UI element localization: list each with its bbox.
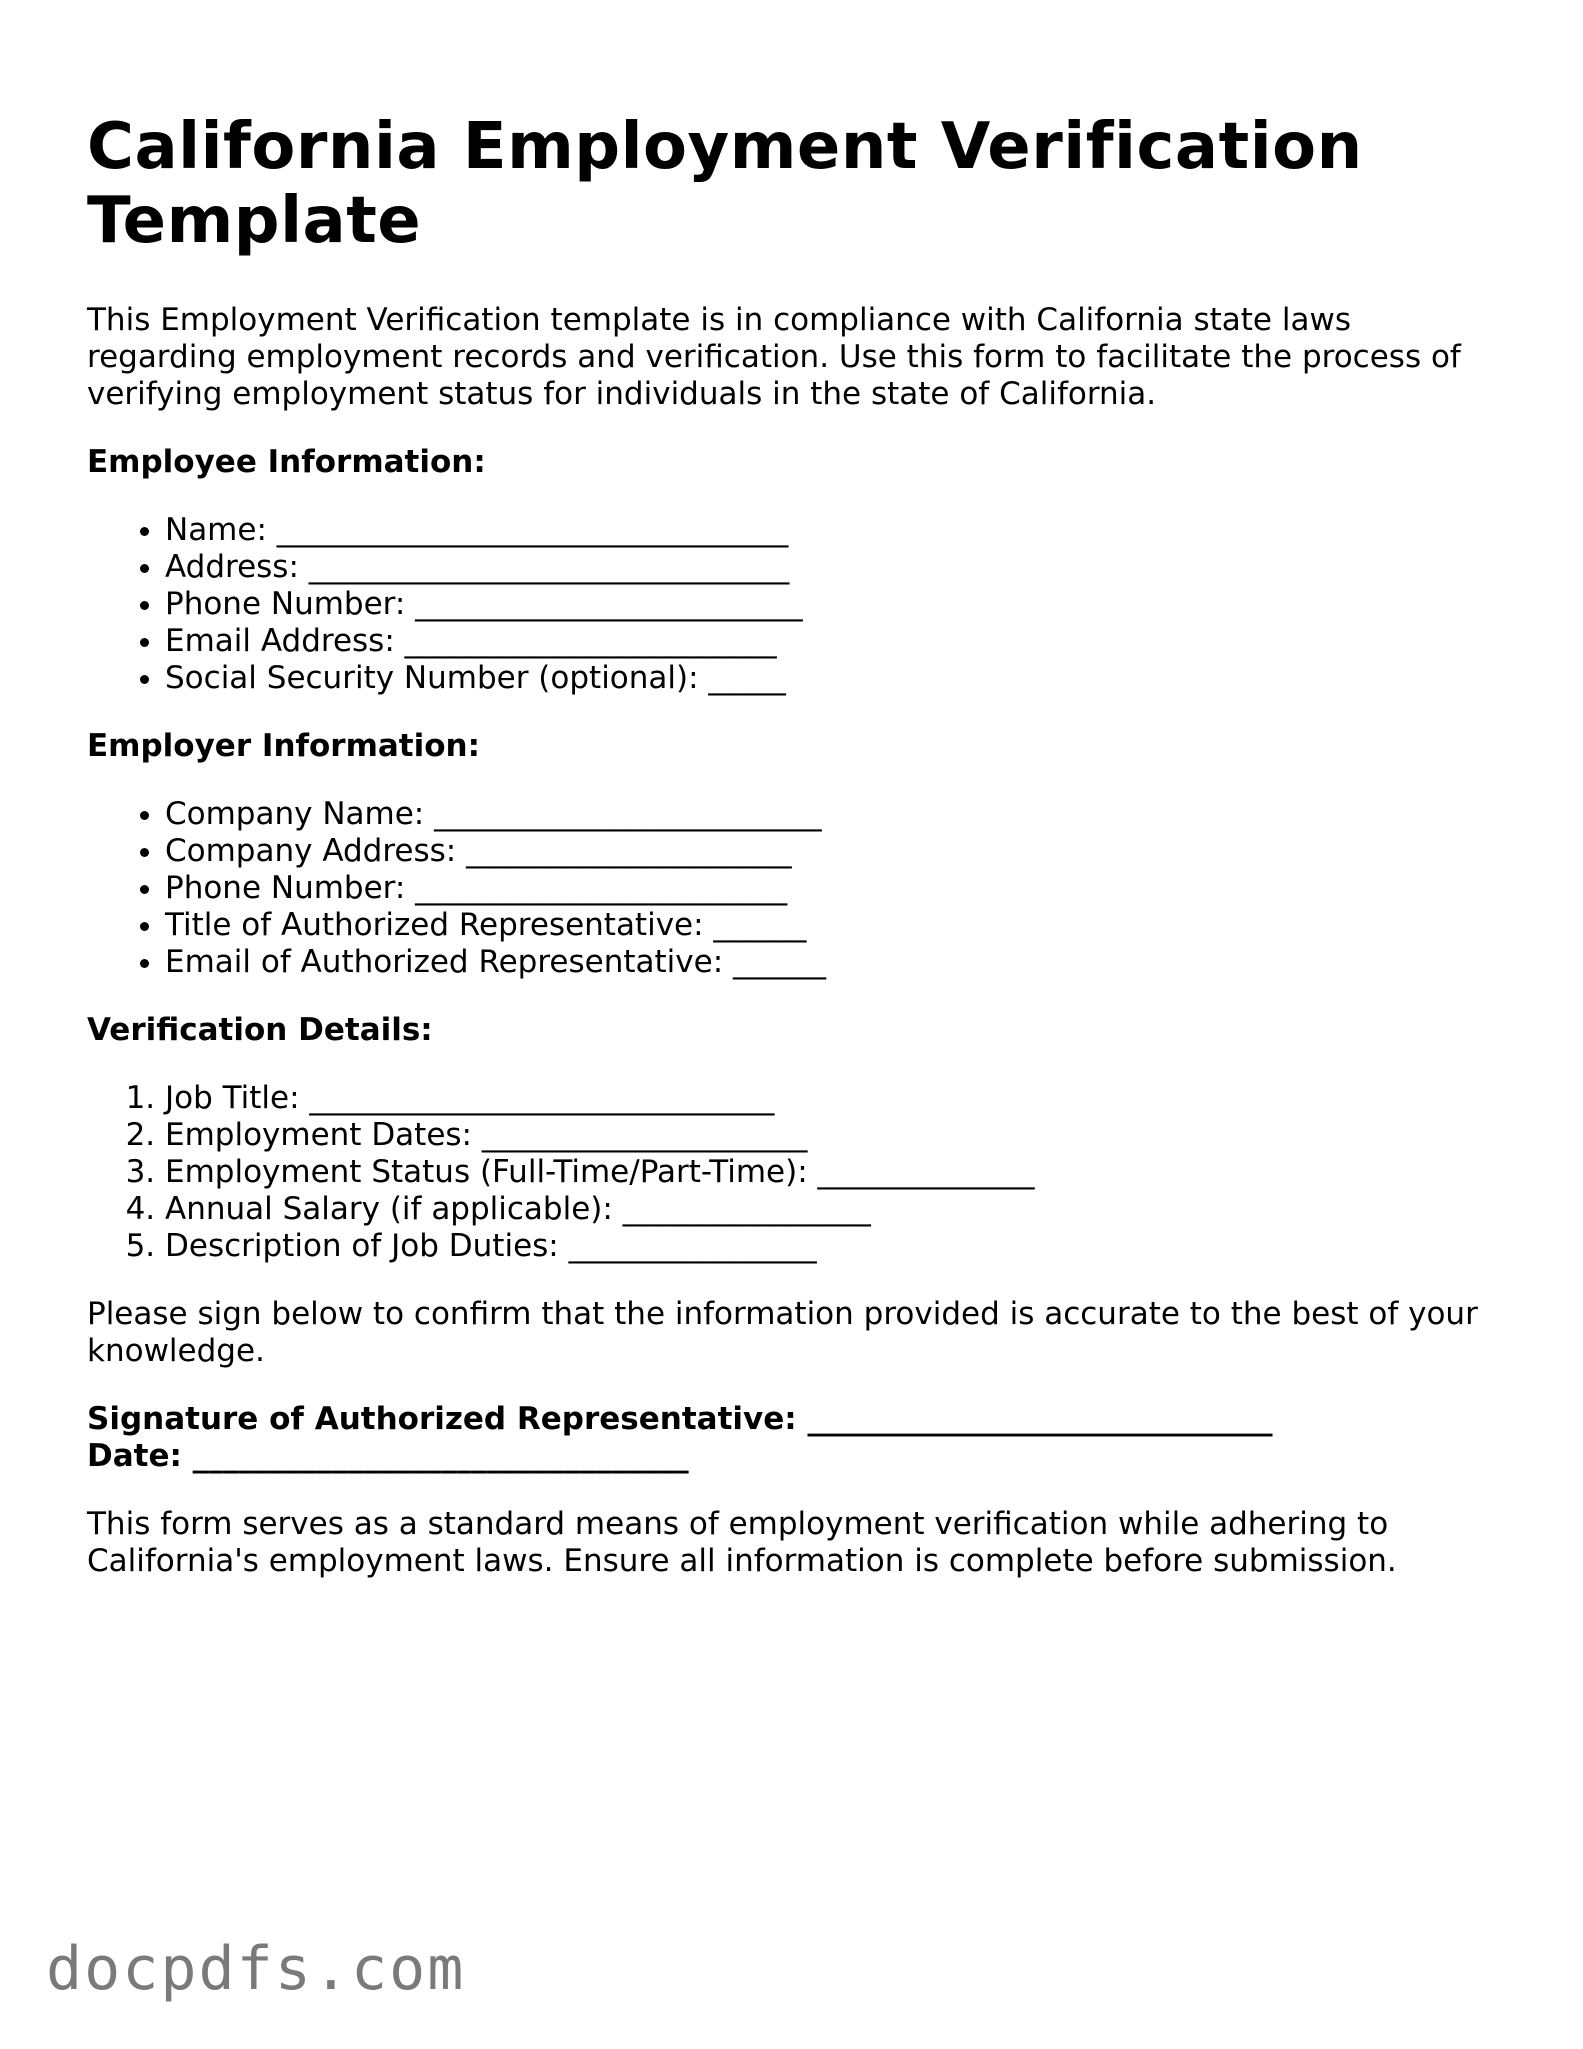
representative-title-field[interactable]: • Title of Authorized Representative: ______ [165, 907, 1507, 944]
job-duties-field[interactable]: 5. Description of Job Duties: ________________ [165, 1228, 1507, 1265]
sign-prompt: Please sign below to confirm that the information provided is accurate to the best of your knowledge. [87, 1296, 1478, 1369]
company-name-field[interactable]: • Company Name: _________________________ [165, 796, 1507, 833]
signature-field[interactable]: Signature of Authorized Representative: ______________________________ [87, 1401, 1273, 1437]
page-title: California Employment Verification Template [87, 110, 1363, 258]
employee-ssn-field[interactable]: • Social Security Number (optional): _____ [165, 660, 1507, 697]
watermark: docpdfs.com [46, 1934, 466, 2004]
employee-name-field[interactable]: • Name: _________________________________ [165, 512, 1507, 549]
verification-fields-list [87, 1080, 1507, 1265]
document-page [87, 110, 1507, 1580]
employer-phone-field[interactable]: • Phone Number: ________________________ [165, 870, 1507, 907]
employer-section-heading: Employer Information: [87, 728, 481, 764]
employment-status-field[interactable]: 3. Employment Status (Full-Time/Part-Time): ______________ [165, 1154, 1507, 1191]
intro-paragraph: This Employment Verification template is in compliance with California state laws regarding employment records and verification. Use this form to facilitate the process of verifying employment status for individuals in the state of California. [87, 302, 1461, 412]
closing-paragraph: This form serves as a standard means of employment verification while adhering to California's employment laws. Ensure all information is complete before submission. [87, 1506, 1397, 1579]
employee-address-field[interactable]: • Address: _______________________________ [165, 549, 1507, 586]
date-field[interactable]: Date: ________________________________ [87, 1438, 689, 1474]
employment-dates-field[interactable]: 2. Employment Dates: _____________________ [165, 1117, 1507, 1154]
signature-block [87, 1401, 1507, 1475]
verification-section-heading: Verification Details: [87, 1012, 433, 1048]
employer-fields-list [87, 796, 1507, 981]
employee-email-field[interactable]: • Email Address: ________________________ [165, 623, 1507, 660]
company-address-field[interactable]: • Company Address: _____________________ [165, 833, 1507, 870]
job-title-field[interactable]: 1. Job Title: ______________________________ [165, 1080, 1507, 1117]
annual-salary-field[interactable]: 4. Annual Salary (if applicable): ________________ [165, 1191, 1507, 1228]
employee-phone-field[interactable]: • Phone Number: _________________________ [165, 586, 1507, 623]
employee-section-heading: Employee Information: [87, 444, 486, 480]
representative-email-field[interactable]: • Email of Authorized Representative: ______ [165, 944, 1507, 981]
employee-fields-list [87, 512, 1507, 697]
